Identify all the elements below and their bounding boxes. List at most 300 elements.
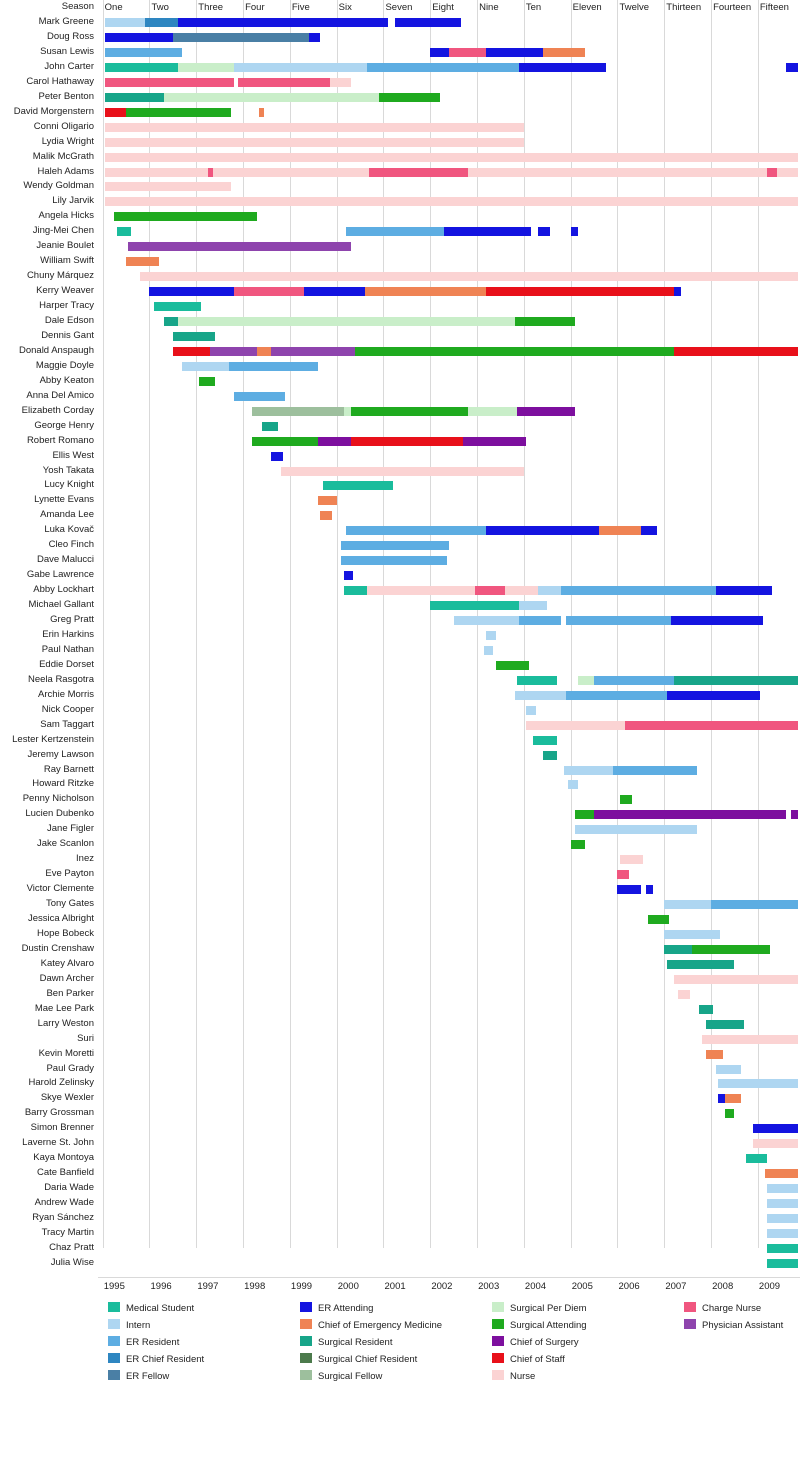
timeline-bar [105,108,126,117]
timeline-bar [599,526,641,535]
timeline-bar [671,616,762,625]
timeline-bar [344,586,367,595]
legend-swatch [108,1302,120,1312]
legend-label: Medical Student [126,1303,195,1314]
character-label: John Carter [44,60,94,72]
season-tick-label: Three [198,2,224,13]
character-label: Lily Jarvik [52,195,94,207]
character-label: Jake Scanlon [36,838,94,850]
character-label: Susan Lewis [40,45,94,57]
legend-label: ER Resident [126,1337,180,1348]
character-label: Lucien Dubenko [25,808,94,820]
legend-column [300,1300,442,1385]
character-label: Paul Grady [46,1062,94,1074]
timeline-bar [575,810,594,819]
season-gridline [243,0,244,1248]
year-tick-label: 1996 [150,1280,172,1292]
timeline-bar [395,18,461,27]
timeline-bar [515,691,566,700]
timeline-bar [164,93,379,102]
legend-swatch [300,1336,312,1346]
timeline-bar [617,885,640,894]
timeline-bar [533,736,556,745]
timeline-bar [430,601,519,610]
character-label: Michael Gallant [28,599,94,611]
season-tick-label: Seven [385,2,413,13]
timeline-bar [667,691,761,700]
timeline-bar [594,676,674,685]
character-label: Lucy Knight [44,479,94,491]
character-label: Nick Cooper [41,703,94,715]
season-tick-label: Nine [479,2,499,13]
timeline-bar [702,1035,798,1044]
timeline-bar [767,1244,797,1253]
year-tick-label: 2001 [384,1280,406,1292]
character-label: Inez [76,853,94,865]
character-label: Chuny Márquez [26,270,94,282]
timeline-bar [519,616,561,625]
timeline-bar [344,571,353,580]
chart-legend [0,1300,800,1410]
timeline-bar [164,317,178,326]
legend-label: Surgical Resident [318,1337,393,1348]
timeline-bar [515,317,576,326]
legend-column [492,1300,587,1385]
timeline-bar [620,855,643,864]
timeline-bar [765,1169,798,1178]
legend-label: Chief of Emergency Medicine [318,1320,443,1331]
timeline-bar [367,63,519,72]
character-label: Haleh Adams [37,165,94,177]
character-label: Katey Alvaro [40,957,94,969]
timeline-bar [173,33,309,42]
timeline-bar [699,1005,713,1014]
legend-swatch [108,1370,120,1380]
character-label: Ellis West [52,449,94,461]
timeline-bar [718,1079,798,1088]
character-label: Barry Grossman [24,1107,94,1119]
timeline-bar [257,347,271,356]
legend-item [684,1317,783,1334]
timeline-bar [543,48,585,57]
timeline-bar [154,302,201,311]
character-label: Andrew Wade [34,1197,94,1209]
timeline-bar [486,526,598,535]
timeline-bar [664,945,692,954]
character-label: Angela Hicks [38,210,94,222]
timeline-bar [199,377,215,386]
character-label: Abby Lockhart [33,584,94,596]
character-label: Penny Nicholson [22,793,94,805]
character-label: Jeanie Boulet [36,240,94,252]
character-label: Victor Clemente [26,883,94,895]
year-tick-label: 2004 [524,1280,547,1292]
character-label: Dennis Gant [41,329,94,341]
timeline-bar [503,437,526,446]
timeline-bar [692,945,769,954]
timeline-bar [355,347,673,356]
character-label: Eddie Dorset [39,658,94,670]
legend-item [300,1317,442,1334]
character-label: Kaya Montoya [33,1152,94,1164]
timeline-bar [105,182,231,191]
year-tick-label: 1997 [197,1280,219,1292]
legend-item [300,1300,442,1317]
character-label: Tony Gates [45,898,94,910]
legend-label: Surgical Attending [510,1320,587,1331]
timeline-bar [341,541,449,550]
season-gridline [290,0,291,1248]
timeline-bar [281,467,524,476]
legend-item [492,1351,587,1368]
timeline-bar [716,586,772,595]
timeline-bar [538,227,550,236]
timeline-bar [105,197,798,206]
year-tick-label: 2005 [571,1280,593,1292]
timeline-bar [725,1094,741,1103]
legend-label: ER Fellow [126,1371,170,1382]
timeline-bar [346,526,486,535]
timeline-bar [496,661,529,670]
timeline-bar [646,885,653,894]
timeline-bar [178,317,515,326]
timeline-bar [252,407,343,416]
character-label: Doug Ross [47,30,94,42]
character-label: Harper Tracy [39,300,94,312]
character-label: Dustin Crenshaw [21,942,94,954]
legend-swatch [492,1302,504,1312]
season-gridline [337,0,338,1248]
character-label: Dawn Archer [39,972,94,984]
season-tick-label: Four [245,2,265,13]
character-label: Abby Keaton [39,374,94,386]
timeline-bar [543,751,557,760]
timeline-bar [526,706,535,715]
timeline-bar [706,1020,743,1029]
timeline-bar [105,18,145,27]
character-label: Hope Bobeck [36,927,94,939]
timeline-bar [674,676,798,685]
timeline-bar [486,287,673,296]
timeline-bar [566,691,667,700]
timeline-bar [238,78,329,87]
legend-item [300,1351,442,1368]
timeline-bar [625,721,798,730]
character-label: George Henry [34,419,94,431]
timeline-bar [229,362,318,371]
season-axis-label: Season [61,1,94,12]
character-label: Archie Morris [38,688,94,700]
timeline-bar [449,48,486,57]
legend-swatch [300,1302,312,1312]
timeline-bar [711,900,798,909]
timeline-bar [105,93,164,102]
timeline-bar [767,1199,797,1208]
timeline-bar [517,407,576,416]
timeline-bar [178,18,389,27]
character-label: Ryan Sánchez [32,1212,94,1223]
character-label: Elizabeth Corday [21,404,94,416]
timeline-bar [746,1154,767,1163]
character-label: Jessica Albright [27,913,94,924]
season-tick-label: Thirteen [666,2,702,13]
legend-swatch [108,1319,120,1329]
timeline-bar [234,392,285,401]
timeline-bar [309,33,321,42]
character-label: Mark Greene [38,16,94,27]
season-tick-label: Five [291,2,310,13]
character-label: Jeremy Lawson [27,748,94,760]
timeline-bar [753,1124,797,1133]
legend-label: Surgical Chief Resident [318,1354,418,1365]
timeline-bar [564,766,613,775]
season-tick-label: Two [151,2,169,13]
timeline-bar [767,1214,797,1223]
timeline-bar [674,347,798,356]
character-label: Robert Romano [26,434,94,446]
character-label: Sam Taggart [40,718,94,730]
legend-column [108,1300,204,1385]
legend-label: Chief of Surgery [510,1337,579,1348]
season-tick-label: Ten [525,2,542,13]
timeline-bar [234,63,367,72]
season-gridline [430,0,431,1248]
timeline-bar [519,601,547,610]
character-label: Lester Kertzenstein [12,733,94,745]
season-tick-label: One [104,2,123,13]
legend-label: Nurse [510,1371,536,1382]
character-label: Julia Wise [50,1256,94,1268]
timeline-bar [538,586,561,595]
legend-swatch [300,1370,312,1380]
year-tick-label: 1999 [290,1280,313,1292]
legend-item [108,1351,204,1368]
year-tick-label: 2009 [758,1280,781,1292]
x-axis-line [98,1277,800,1278]
character-label: Chaz Pratt [49,1241,94,1253]
timeline-bar [379,93,440,102]
timeline-bar [105,153,798,162]
timeline-bar [114,212,257,221]
year-tick-label: 2000 [337,1280,359,1292]
timeline-bar [271,452,283,461]
character-label: Lynette Evans [34,494,94,506]
timeline-bar [105,78,234,87]
character-label: Carol Hathaway [26,75,94,87]
character-label: Mae Lee Park [34,1002,94,1014]
timeline-bar [320,511,332,520]
legend-label: Intern [126,1320,151,1331]
season-tick-label: Eleven [572,2,602,13]
legend-label: Surgical Fellow [318,1371,383,1382]
character-label: Dave Malucci [36,554,94,566]
season-tick-label: Six [338,2,352,13]
timeline-bar [791,810,798,819]
timeline-bar [571,227,578,236]
legend-label: ER Chief Resident [126,1354,205,1365]
year-tick-label: 1998 [244,1280,266,1292]
legend-swatch [684,1319,696,1329]
timeline-bar [486,631,495,640]
legend-item [300,1368,442,1385]
character-label: Cleo Finch [48,539,94,551]
character-label: Kerry Weaver [36,285,94,297]
character-label: William Swift [40,255,94,267]
timeline-bar [140,272,798,281]
character-label: Kevin Moretti [38,1047,94,1059]
timeline-bar [126,108,231,117]
character-label: Luka Kovač [44,524,94,536]
timeline-bar [617,870,629,879]
season-gridline [383,0,384,1248]
character-label-column [0,0,98,1290]
timeline-bar [351,437,463,446]
character-label: Laverne St. John [22,1137,94,1149]
legend-item [492,1300,587,1317]
timeline-bar [173,332,215,341]
timeline-bar [678,990,690,999]
character-label: Erin Harkins [42,628,94,640]
character-label: Jing-Mei Chen [32,225,94,237]
legend-column [684,1300,783,1334]
timeline-bar [613,766,697,775]
timeline-bar [641,526,657,535]
timeline-bar [346,227,444,236]
year-tick-label: 1995 [103,1280,125,1292]
character-label: Greg Pratt [50,614,94,625]
timeline-bar [664,900,711,909]
character-label: Simon Brenner [30,1122,94,1134]
timeline-bar [753,1139,797,1148]
timeline-bar [105,138,524,147]
character-label: Amanda Lee [40,509,94,521]
timeline-bar [648,915,669,924]
timeline-bar [128,242,350,251]
legend-item [108,1368,204,1385]
legend-item [492,1334,587,1351]
timeline-bar [561,586,715,595]
timeline-bar [252,437,318,446]
timeline-bar [674,975,798,984]
timeline-bar [178,63,234,72]
character-label: Ben Parker [46,987,94,999]
character-label: Ray Barnett [43,763,94,775]
character-label: Eve Payton [45,868,94,880]
character-label: David Morgenstern [13,105,94,117]
character-label: Neela Rasgotra [27,673,94,685]
timeline-bar [145,18,178,27]
timeline-bar [575,825,697,834]
timeline-bar [484,646,493,655]
legend-item [108,1300,204,1317]
character-label: Paul Nathan [41,643,94,655]
timeline-bar [716,1065,742,1074]
season-tick-label: Fifteen [759,2,789,13]
character-label: Donald Anspaugh [18,344,94,356]
legend-label: Physician Assistant [702,1320,784,1331]
character-label: Maggie Doyle [35,359,94,371]
year-tick-label: 2006 [618,1280,640,1292]
timeline-bar [767,1184,797,1193]
year-tick-label: 2008 [712,1280,734,1292]
character-label: Yosh Takata [42,464,94,476]
year-tick-label: 2007 [665,1280,687,1292]
timeline-bar [341,556,446,565]
legend-swatch [492,1353,504,1363]
timeline-bar [126,257,159,266]
timeline-bar [620,795,632,804]
timeline-bar [674,287,681,296]
timeline-bar [571,840,585,849]
timeline-bar [566,616,671,625]
timeline-bar [259,108,264,117]
timeline-bar [664,930,720,939]
legend-item [492,1368,587,1385]
timeline-bar [568,780,577,789]
character-label: Gabe Lawrence [26,569,94,581]
timeline-bar [594,810,786,819]
character-label: Wendy Goldman [23,180,94,192]
legend-item [684,1300,783,1317]
legend-swatch [300,1319,312,1329]
season-tick-label: Eight [432,2,454,13]
legend-swatch [684,1302,696,1312]
legend-item [108,1334,204,1351]
legend-swatch [492,1336,504,1346]
character-label: Howard Ritzke [32,778,94,790]
timeline-bar [767,168,776,177]
timeline-bar [105,63,178,72]
timeline-bar [262,422,278,431]
timeline-bar [105,123,524,132]
character-label: Peter Benton [38,90,94,102]
timeline-bar [718,1094,725,1103]
legend-label: Chief of Staff [510,1354,565,1365]
character-label: Cate Banfield [36,1167,94,1179]
character-label: Lydia Wright [41,135,94,147]
legend-label: Charge Nurse [702,1303,762,1314]
legend-item [300,1334,442,1351]
character-label: Larry Weston [37,1017,94,1029]
timeline-bar [351,407,468,416]
character-label: Malik McGrath [32,150,94,162]
character-label: Tracy Martin [41,1226,94,1238]
timeline-bar [517,676,557,685]
timeline-bar [667,960,735,969]
timeline-bar [208,168,213,177]
season-gridline [103,0,104,1248]
timeline-bar [519,63,606,72]
legend-swatch [300,1353,312,1363]
character-label: Daria Wade [44,1182,94,1194]
timeline-plot [98,0,800,1292]
timeline-bar [367,586,475,595]
timeline-bar [369,168,467,177]
legend-item [108,1317,204,1334]
year-tick-label: 2002 [431,1280,453,1292]
timeline-bar [706,1050,722,1059]
timeline-bar [454,616,520,625]
timeline-bar [117,227,131,236]
timeline-bar [786,63,798,72]
legend-label: Surgical Per Diem [510,1303,587,1314]
timeline-bar [475,586,505,595]
timeline-bar [234,287,304,296]
year-tick-label: 2003 [478,1280,500,1292]
legend-swatch [108,1336,120,1346]
character-label: Dale Edson [44,315,94,326]
timeline-bar [105,48,182,57]
